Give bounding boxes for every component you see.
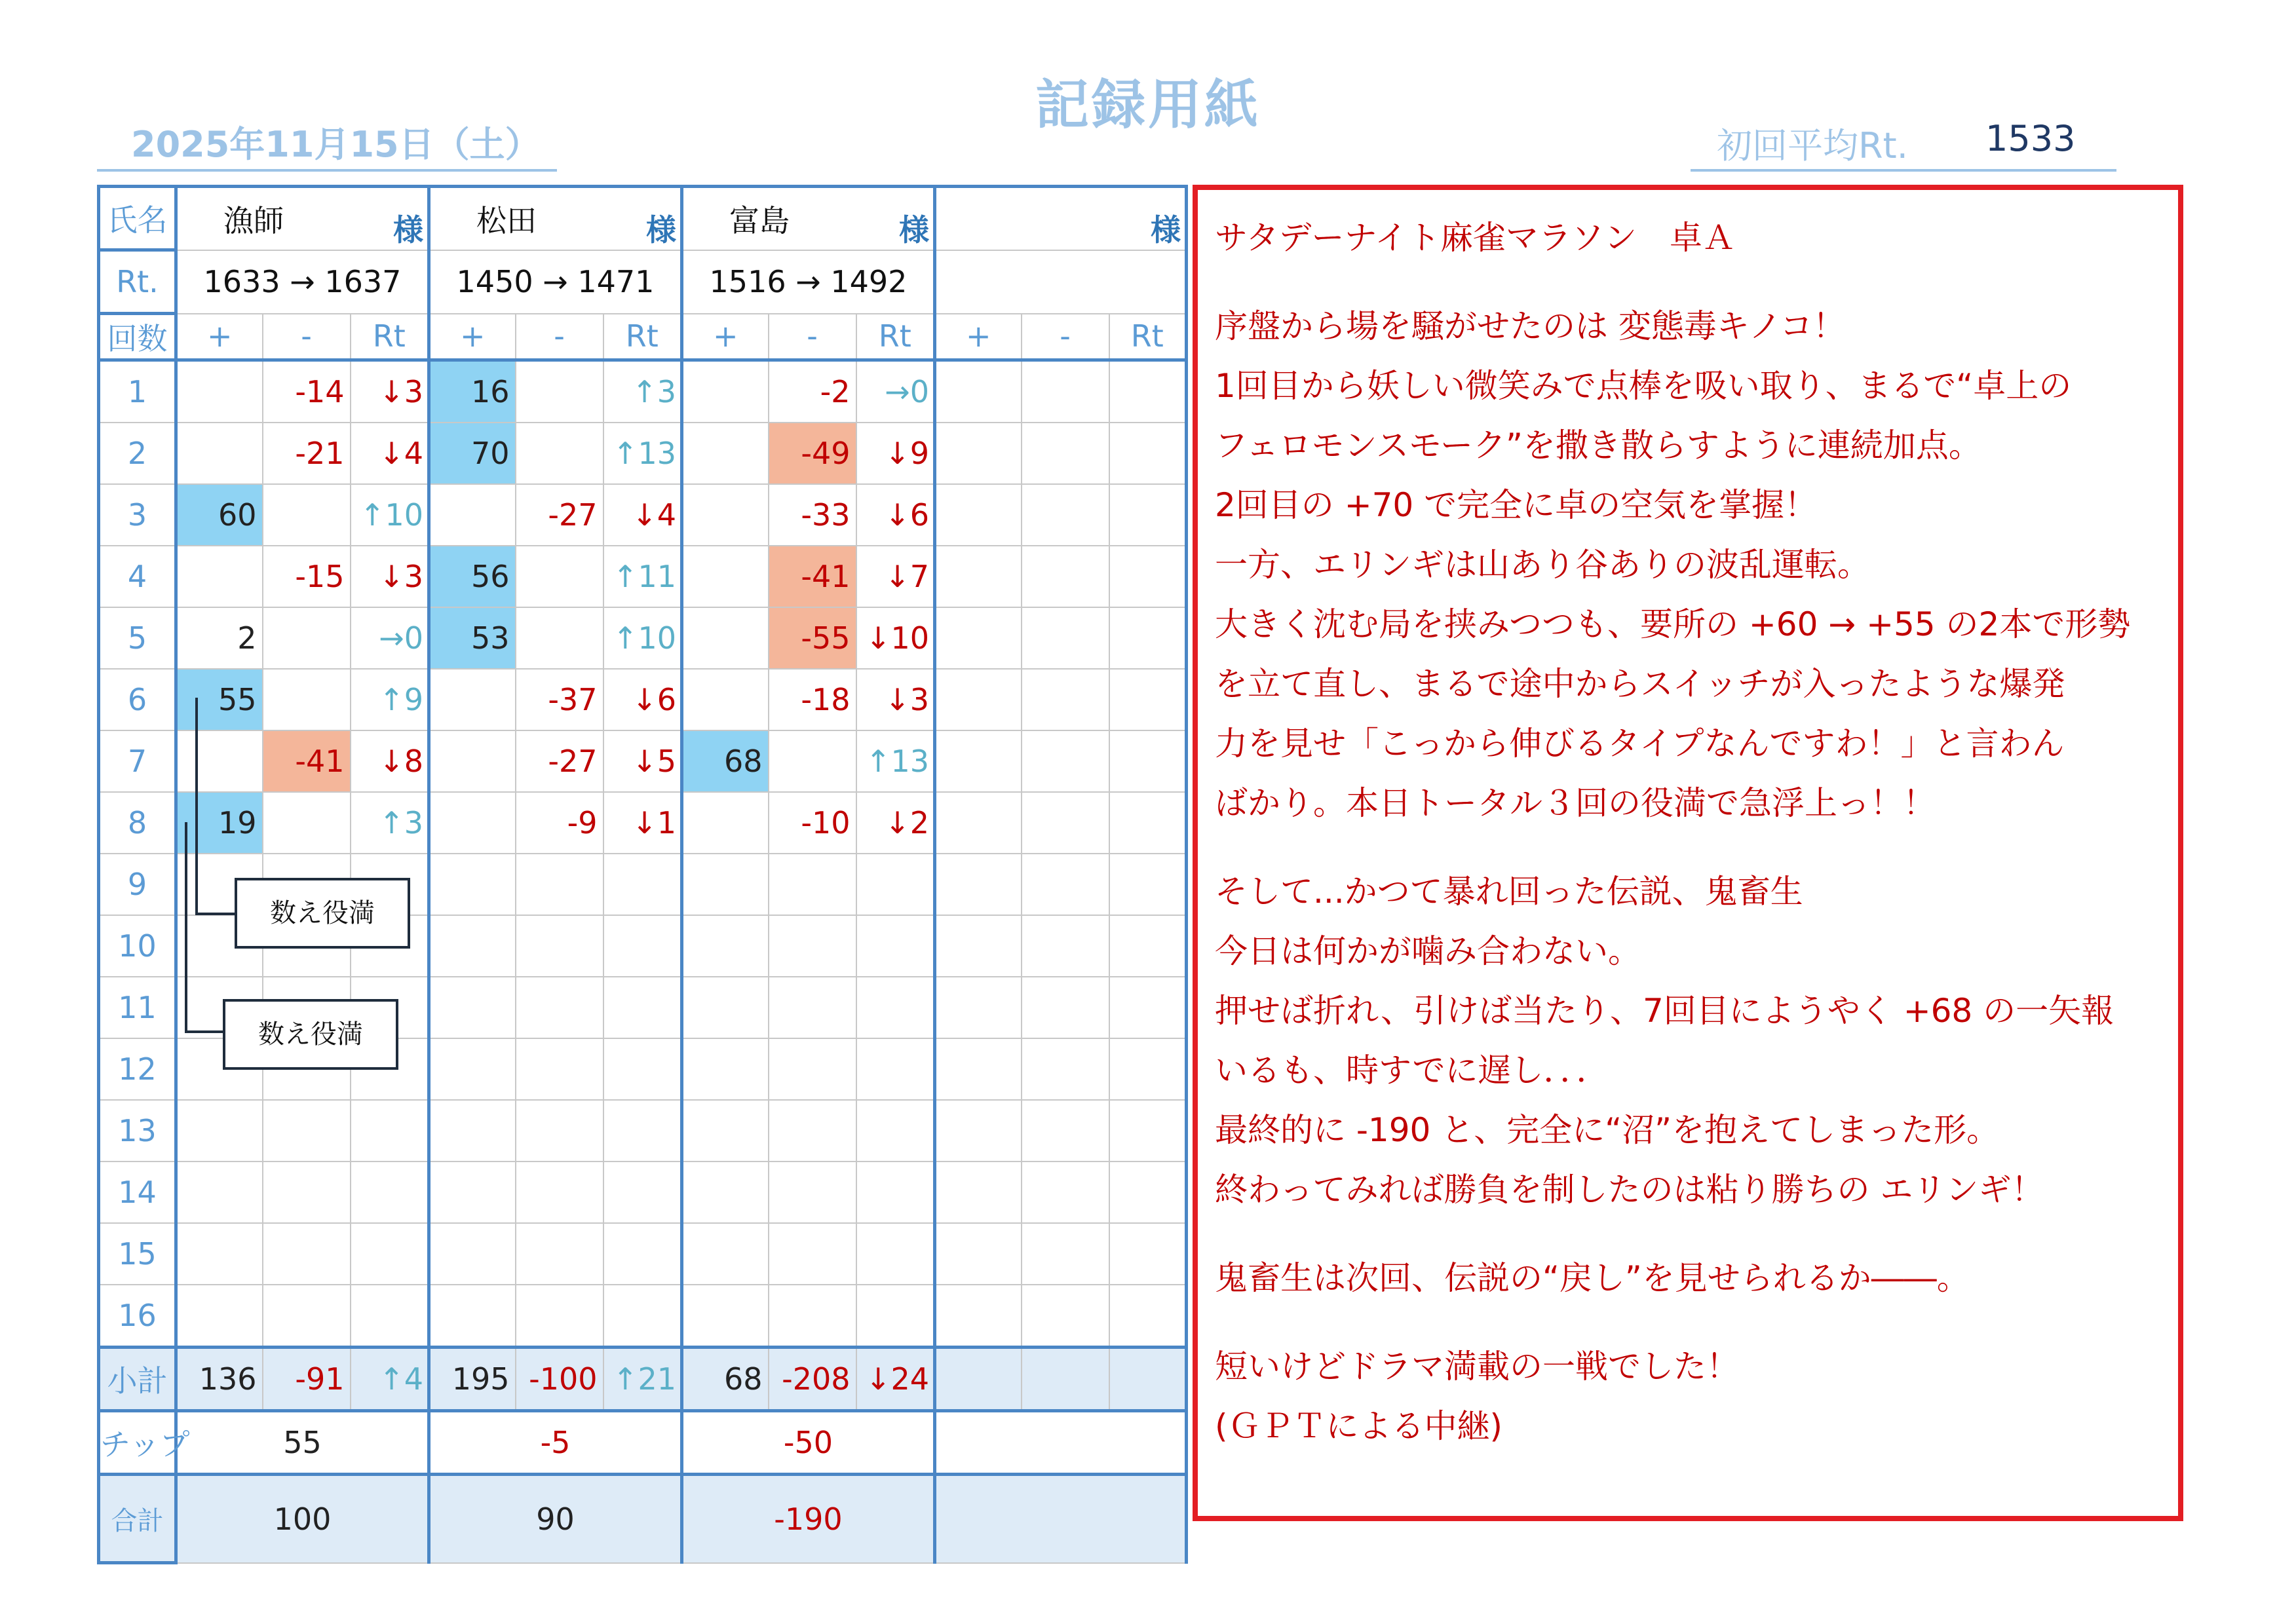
plus-cell [176, 546, 263, 607]
round-number: 10 [99, 915, 176, 977]
rt-header: Rt [351, 314, 429, 360]
plus-cell [429, 1100, 516, 1161]
commentary-line: 力を見せ「こっから伸びるタイプなんですわ！」と言わん [1215, 725, 2065, 763]
plus-cell [429, 977, 516, 1038]
rt-change-cell [603, 1285, 682, 1348]
plus-header: + [429, 314, 516, 360]
plus-cell: 55 [176, 669, 263, 730]
minus-cell [1022, 669, 1109, 730]
minus-cell [1022, 360, 1109, 423]
plus-cell [935, 1285, 1022, 1348]
rt-change-cell [351, 1223, 429, 1285]
player-name-1: 漁師 [176, 187, 351, 250]
commentary-spacer [1215, 1220, 2161, 1249]
round-number: 8 [99, 792, 176, 854]
rt-change-cell [351, 1100, 429, 1161]
subtotal-minus: -208 [769, 1348, 856, 1411]
table-row [99, 730, 1187, 792]
rt-header: Rt [856, 314, 935, 360]
rt-change-cell [1109, 1285, 1187, 1348]
honorific-sama: 様 [351, 187, 429, 250]
round-number: 12 [99, 1038, 176, 1100]
callout-connector-2h [185, 1030, 224, 1033]
minus-cell [1022, 423, 1109, 484]
rt-change-cell [856, 977, 935, 1038]
commentary-box [1193, 185, 2183, 1521]
plus-cell [935, 915, 1022, 977]
yakuman-callout-1: 数え役満 [235, 878, 410, 949]
rt-change-cell [603, 1223, 682, 1285]
minus-cell [1022, 915, 1109, 977]
rt-change-cell [1109, 546, 1187, 607]
commentary-line: 序盤から場を騒がせたのは 変態毒キノコ！ [1215, 307, 1846, 345]
minus-cell [516, 1038, 603, 1100]
commentary-line: (ＧＰＴによる中継) [1215, 1407, 1503, 1445]
plus-cell [429, 1223, 516, 1285]
minus-cell [516, 1223, 603, 1285]
plus-cell [176, 1100, 263, 1161]
minus-cell [263, 484, 351, 546]
minus-cell [769, 730, 856, 792]
plus-cell [429, 669, 516, 730]
subtotal-label: 小計 [99, 1348, 176, 1411]
commentary-line: 1回目から妖しい微笑みで点棒を吸い取り、まるで“卓上の [1215, 367, 2072, 405]
commentary-line: フェロモンスモーク”を撒き散らすように連続加点。 [1215, 426, 1981, 464]
subtotal-minus [1022, 1348, 1109, 1411]
minus-cell: -55 [769, 607, 856, 669]
honorific-sama: 様 [1109, 187, 1187, 250]
commentary-line: 一方、エリンギは山あり谷ありの波乱運転。 [1215, 546, 1870, 584]
table-row [99, 1161, 1187, 1223]
minus-cell [263, 1223, 351, 1285]
plus-cell [682, 854, 769, 915]
callout-connector-1 [195, 698, 198, 915]
minus-cell [516, 977, 603, 1038]
minus-cell [516, 1285, 603, 1348]
rt-change-cell: ↑11 [603, 546, 682, 607]
commentary-line: 短いけどドラマ満載の一戦でした！ [1215, 1348, 1739, 1386]
plus-cell [935, 423, 1022, 484]
round-number: 3 [99, 484, 176, 546]
rt-change-cell [1109, 854, 1187, 915]
rt-change-cell [856, 1223, 935, 1285]
total-value [935, 1475, 1187, 1563]
subtotal-plus: 68 [682, 1348, 769, 1411]
plus-cell [176, 360, 263, 423]
rt-change-cell: ↓3 [856, 669, 935, 730]
plus-cell [429, 1038, 516, 1100]
subtotal-rt: ↑21 [603, 1348, 682, 1411]
minus-cell [516, 1161, 603, 1223]
commentary-line: 終わってみれば勝負を制したのは粘り勝ちの エリンギ！ [1215, 1171, 2044, 1209]
initial-avg-underline [1691, 169, 2116, 172]
round-number: 5 [99, 607, 176, 669]
chip-value: -50 [682, 1411, 935, 1475]
initial-avg-value: 1533 [1985, 118, 2076, 159]
rt-change-cell: ↑3 [603, 360, 682, 423]
plus-cell [429, 854, 516, 915]
plus-cell [682, 1223, 769, 1285]
plus-cell: 2 [176, 607, 263, 669]
commentary-line: いるも、時すでに遅し．．． [1215, 1051, 1609, 1089]
rt-change-cell: ↑13 [603, 423, 682, 484]
rt-change-cell [603, 1161, 682, 1223]
plus-cell [176, 1161, 263, 1223]
rt-change-cell: ↓4 [351, 423, 429, 484]
minus-cell: -49 [769, 423, 856, 484]
plus-cell [682, 423, 769, 484]
rt-change-cell: ↓6 [856, 484, 935, 546]
minus-cell: -37 [516, 669, 603, 730]
rt-change-cell [1109, 484, 1187, 546]
rt-change-cell [856, 1161, 935, 1223]
subtotal-rt: ↑4 [351, 1348, 429, 1411]
rt-change-cell [1109, 1161, 1187, 1223]
table-row [99, 546, 1187, 607]
plus-cell: 53 [429, 607, 516, 669]
rt-change-cell [1109, 1223, 1187, 1285]
subtotal-rt: ↓24 [856, 1348, 935, 1411]
minus-cell [1022, 730, 1109, 792]
plus-cell: 70 [429, 423, 516, 484]
minus-cell: -10 [769, 792, 856, 854]
rt-change-cell [856, 1100, 935, 1161]
rt-change-cell [603, 1100, 682, 1161]
yakuman-callout-2: 数え役満 [223, 999, 398, 1070]
minus-cell [1022, 977, 1109, 1038]
plus-cell [935, 1100, 1022, 1161]
rt-change-cell: ↑10 [603, 607, 682, 669]
plus-cell [682, 977, 769, 1038]
minus-cell [516, 915, 603, 977]
round-number: 2 [99, 423, 176, 484]
minus-cell [1022, 1161, 1109, 1223]
plus-cell [682, 915, 769, 977]
commentary-line: を立て直し、まるで途中からスイッチが入ったような爆発 [1215, 665, 2065, 703]
rt-change-cell [856, 915, 935, 977]
rt-change-cell [603, 915, 682, 977]
subtotal-plus: 195 [429, 1348, 516, 1411]
plus-cell [935, 977, 1022, 1038]
table-row [99, 607, 1187, 669]
rt-change-cell: ↑13 [856, 730, 935, 792]
rt-change-cell: ↓10 [856, 607, 935, 669]
sheet-title: 記録用紙 [1035, 74, 1261, 136]
score-table [97, 185, 1188, 1564]
initial-avg-label: 初回平均Rt. [1717, 125, 1908, 166]
minus-cell: -15 [263, 546, 351, 607]
plus-cell [176, 1223, 263, 1285]
total-value: -190 [682, 1475, 935, 1563]
rt-change-cell: →0 [856, 360, 935, 423]
subtotal-minus: -100 [516, 1348, 603, 1411]
plus-cell [429, 1161, 516, 1223]
rt-change-cell [1109, 1100, 1187, 1161]
table-row [99, 423, 1187, 484]
chip-value [935, 1411, 1187, 1475]
commentary-line: 最終的に -190 と、完全に“沼”を抱えてしまった形。 [1215, 1111, 2000, 1149]
minus-cell: -2 [769, 360, 856, 423]
rt-change-cell [1109, 1038, 1187, 1100]
date-label: 2025年11月15日（土） [131, 124, 541, 165]
minus-cell: -14 [263, 360, 351, 423]
rt-change-cell [1109, 792, 1187, 854]
commentary-line: 今日は何かが噛み合わない。 [1215, 932, 1641, 970]
plus-cell [429, 1285, 516, 1348]
minus-cell [1022, 546, 1109, 607]
rt-change-cell [856, 854, 935, 915]
honorific-sama: 様 [603, 187, 682, 250]
honorific-sama: 様 [856, 187, 935, 250]
rounds-label: 回数 [99, 314, 176, 360]
plus-cell: 16 [429, 360, 516, 423]
plus-cell [176, 730, 263, 792]
minus-cell [263, 1161, 351, 1223]
minus-cell [1022, 792, 1109, 854]
commentary-line: ばかり。本日トータル３回の役満で急浮上っ！！ [1215, 784, 1936, 822]
plus-cell: 19 [176, 792, 263, 854]
minus-cell [1022, 1285, 1109, 1348]
callout-connector-2 [185, 822, 187, 1033]
minus-header: - [1022, 314, 1109, 360]
minus-header: - [263, 314, 351, 360]
table-row [99, 669, 1187, 730]
subtotal-plus: 136 [176, 1348, 263, 1411]
commentary-line: そして...かつて暴れ回った伝説、鬼畜生 [1215, 873, 1803, 911]
plus-cell [429, 915, 516, 977]
minus-cell [516, 854, 603, 915]
plus-cell [935, 1161, 1022, 1223]
rt-header: Rt [1109, 314, 1187, 360]
rt-change-cell: ↓8 [351, 730, 429, 792]
minus-cell [769, 1223, 856, 1285]
player-rt-2: 1450 → 1471 [429, 250, 682, 314]
plus-cell [429, 792, 516, 854]
minus-cell [769, 1285, 856, 1348]
minus-cell: -27 [516, 484, 603, 546]
minus-cell: -21 [263, 423, 351, 484]
commentary-spacer [1215, 1308, 2161, 1337]
minus-cell [1022, 484, 1109, 546]
date-underline [97, 169, 557, 172]
minus-cell [263, 792, 351, 854]
commentary-line: サタデーナイト麻雀マラソン 卓Ａ [1215, 219, 1735, 257]
plus-cell [935, 854, 1022, 915]
rt-change-cell [603, 1038, 682, 1100]
table-row [99, 484, 1187, 546]
minus-cell: -41 [769, 546, 856, 607]
plus-header: + [935, 314, 1022, 360]
minus-cell [769, 977, 856, 1038]
rt-change-cell: ↑3 [351, 792, 429, 854]
minus-cell [1022, 607, 1109, 669]
round-number: 15 [99, 1223, 176, 1285]
chip-value: 55 [176, 1411, 429, 1475]
plus-cell [682, 607, 769, 669]
minus-cell [516, 546, 603, 607]
player-rt-3: 1516 → 1492 [682, 250, 935, 314]
minus-cell [263, 1285, 351, 1348]
player-rt-4 [935, 250, 1187, 314]
callout-connector-1h [195, 913, 236, 915]
plus-cell [682, 1100, 769, 1161]
minus-cell [516, 360, 603, 423]
rt-change-cell [1109, 977, 1187, 1038]
minus-cell [769, 1100, 856, 1161]
rt-change-cell: ↓3 [351, 360, 429, 423]
rt-change-cell [1109, 360, 1187, 423]
rt-change-cell: ↓2 [856, 792, 935, 854]
rt-change-cell: ↓4 [603, 484, 682, 546]
table-row [99, 792, 1187, 854]
plus-cell [682, 1161, 769, 1223]
rt-change-cell: ↓9 [856, 423, 935, 484]
minus-cell [1022, 1038, 1109, 1100]
rt-header: Rt [603, 314, 682, 360]
round-number: 7 [99, 730, 176, 792]
plus-cell [935, 1038, 1022, 1100]
table-row [99, 1223, 1187, 1285]
rt-change-cell: ↓7 [856, 546, 935, 607]
minus-cell: -41 [263, 730, 351, 792]
minus-cell: -33 [769, 484, 856, 546]
rt-change-cell: →0 [351, 607, 429, 669]
plus-cell [176, 1285, 263, 1348]
plus-cell [682, 484, 769, 546]
plus-header: + [682, 314, 769, 360]
plus-cell [429, 730, 516, 792]
rt-change-cell: ↓6 [603, 669, 682, 730]
commentary-line: 押せば折れ、引けば当たり、7回目にようやく +68 の一矢報 [1215, 992, 2114, 1030]
plus-cell [935, 669, 1022, 730]
rt-change-cell [351, 1285, 429, 1348]
name-label: 氏名 [99, 187, 176, 250]
minus-cell: -18 [769, 669, 856, 730]
player-name-2: 松田 [429, 187, 603, 250]
rt-change-cell [351, 1161, 429, 1223]
rt-change-cell [1109, 730, 1187, 792]
round-number: 14 [99, 1161, 176, 1223]
table-row [99, 1285, 1187, 1348]
player-name-3: 富島 [682, 187, 856, 250]
minus-header: - [516, 314, 603, 360]
minus-cell: -27 [516, 730, 603, 792]
rt-change-cell [603, 854, 682, 915]
minus-cell [769, 1161, 856, 1223]
rt-change-cell [603, 977, 682, 1038]
minus-cell [516, 423, 603, 484]
plus-cell [935, 607, 1022, 669]
plus-cell [682, 1038, 769, 1100]
plus-cell [682, 360, 769, 423]
chip-value: -5 [429, 1411, 682, 1475]
minus-header: - [769, 314, 856, 360]
total-value: 100 [176, 1475, 429, 1563]
table-row [99, 360, 1187, 423]
minus-cell [263, 1100, 351, 1161]
chip-label: チップ [99, 1411, 176, 1475]
minus-cell [516, 607, 603, 669]
total-value: 90 [429, 1475, 682, 1563]
plus-cell [935, 730, 1022, 792]
rt-change-cell [1109, 915, 1187, 977]
player-rt-1: 1633 → 1637 [176, 250, 429, 314]
rt-change-cell [1109, 423, 1187, 484]
rt-change-cell: ↑10 [351, 484, 429, 546]
minus-cell [769, 915, 856, 977]
minus-cell: -9 [516, 792, 603, 854]
rt-change-cell [856, 1285, 935, 1348]
round-number: 4 [99, 546, 176, 607]
plus-cell [935, 1223, 1022, 1285]
rt-change-cell [1109, 669, 1187, 730]
commentary-line: 大きく沈む局を挟みつつも、要所の +60 → +55 の2本で形勢 [1215, 605, 2131, 643]
rt-change-cell: ↑9 [351, 669, 429, 730]
minus-cell [1022, 1100, 1109, 1161]
plus-cell [935, 792, 1022, 854]
minus-cell [263, 669, 351, 730]
round-number: 13 [99, 1100, 176, 1161]
rt-change-cell: ↓5 [603, 730, 682, 792]
commentary-line: 2回目の +70 で完全に卓の空気を掌握！ [1215, 486, 1818, 524]
plus-cell: 60 [176, 484, 263, 546]
commentary-line: 鬼畜生は次回、伝説の“戻し”を見せられるか――。 [1215, 1259, 1970, 1297]
plus-cell [682, 792, 769, 854]
plus-cell [682, 546, 769, 607]
rt-change-cell [1109, 607, 1187, 669]
plus-cell [935, 546, 1022, 607]
plus-cell [935, 484, 1022, 546]
rt-label-cell: Rt. [99, 250, 176, 314]
plus-cell [682, 669, 769, 730]
plus-cell [935, 360, 1022, 423]
total-label: 合計 [99, 1475, 176, 1563]
subtotal-plus [935, 1348, 1022, 1411]
rt-change-cell [856, 1038, 935, 1100]
rt-change-cell: ↓1 [603, 792, 682, 854]
minus-cell [769, 854, 856, 915]
player-name-4 [935, 187, 1109, 250]
minus-cell [1022, 1223, 1109, 1285]
round-number: 1 [99, 360, 176, 423]
round-number: 11 [99, 977, 176, 1038]
commentary-spacer [1215, 268, 2161, 297]
plus-cell: 68 [682, 730, 769, 792]
round-number: 16 [99, 1285, 176, 1348]
minus-cell [1022, 854, 1109, 915]
subtotal-rt [1109, 1348, 1187, 1411]
plus-cell [682, 1285, 769, 1348]
minus-cell [263, 607, 351, 669]
minus-cell [516, 1100, 603, 1161]
minus-cell [769, 1038, 856, 1100]
subtotal-minus: -91 [263, 1348, 351, 1411]
rt-change-cell: ↓3 [351, 546, 429, 607]
table-row [99, 1100, 1187, 1161]
plus-cell: 56 [429, 546, 516, 607]
plus-header: + [176, 314, 263, 360]
commentary-spacer [1215, 833, 2161, 862]
plus-cell [429, 484, 516, 546]
round-number: 6 [99, 669, 176, 730]
plus-cell [176, 423, 263, 484]
round-number: 9 [99, 854, 176, 915]
